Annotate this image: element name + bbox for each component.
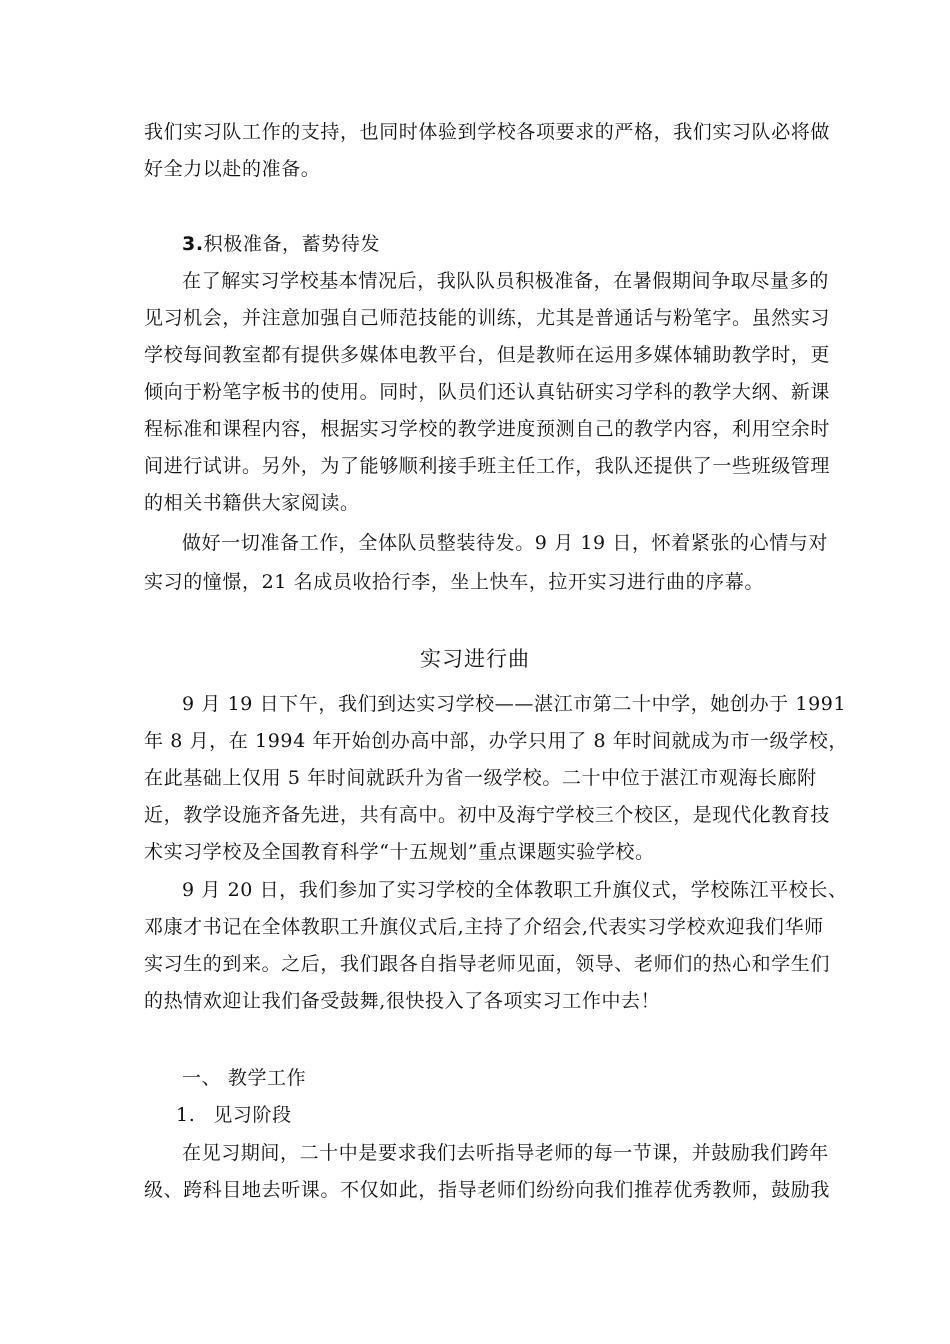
body-text-line: 实习的憧憬，21 名成员收拾行李，坐上快车，拉开实习进行曲的序幕。 (144, 571, 765, 593)
body-text-line: 在此基础上仅用 5 年时间就跃升为省一级学校。二十中位于湛江市观海长廊附 (144, 767, 817, 789)
chapter-title: 实习进行曲 (420, 647, 530, 671)
body-text-line: 9 月 20 日，我们参加了实习学校的全体教职工升旗仪式，学校陈江平校长、 (182, 879, 848, 901)
body-text-line: 学校每间教室都有提供多媒体电教平台，但是教师在运用多媒体辅助教学时，更 (144, 344, 831, 366)
body-text-line: 程标准和课程内容，根据实习学校的教学进度预测自己的教学内容，利用空余时 (144, 418, 831, 440)
body-text-line: 级、跨科目地去听课。不仅如此，指导老师们纷纷向我们推荐优秀教师，鼓励我 (144, 1179, 831, 1201)
body-text-line: 的热情欢迎让我们备受鼓舞,很快投入了各项实习工作中去！ (144, 990, 661, 1012)
body-text-line: 做好一切准备工作，全体队员整装待发。9 月 19 日，怀着紧张的心情与对 (182, 532, 828, 554)
section-title: 积极准备，蓄势待发 (203, 233, 381, 255)
section-heading (182, 232, 380, 256)
body-text-line: 在见习期间，二十中是要求我们去听指导老师的每一节课，并鼓励我们跨年 (182, 1142, 829, 1164)
body-text-line: 见习机会，并注意加强自己师范技能的训练，尤其是普通话与粉笔字。虽然实习 (144, 307, 831, 329)
subsection-number: 1. (176, 1104, 196, 1126)
section-number: 3. (182, 233, 204, 255)
body-text-line: 我们实习队工作的支持，也同时体验到学校各项要求的严格，我们实习队必将做 (144, 121, 831, 143)
subsection-title: 见习阶段 (213, 1104, 292, 1126)
body-text-line: 间进行试讲。另外，为了能够顺利接手班主任工作，我队还提供了一些班级管理 (144, 455, 831, 477)
body-text-line: 近，教学设施齐备先进，共有高中。初中及海宁学校三个校区，是现代化教育技 (144, 804, 831, 826)
body-text-line: 的相关书籍供大家阅读。 (144, 492, 360, 514)
body-text-line: 倾向于粉笔字板书的使用。同时，队员们还认真钻研实习学科的教学大纲、新课 (144, 381, 831, 403)
body-text-line: 邓康才书记在全体教职工升旗仪式后,主持了介绍会,代表实习学校欢迎我们华师 (144, 916, 824, 938)
body-text-line: 好全力以赴的准备。 (144, 158, 321, 180)
subsection-heading (176, 1103, 292, 1127)
body-text-line: 在了解实习学校基本情况后，我队队员积极准备，在暑假期间争取尽量多的 (182, 270, 829, 292)
section-heading: 一、 教学工作 (182, 1067, 307, 1089)
body-text-line: 实习生的到来。之后，我们跟各自指导老师见面，领导、老师们的热心和学生们 (144, 953, 831, 975)
body-text-line: 术实习学校及全国教育科学“十五规划”重点课题实验学校。 (144, 841, 655, 863)
body-text-line: 年 8 月，在 1994 年开始创办高中部，办学只用了 8 年时间就成为市一级学校， (144, 730, 848, 752)
body-text-line: 9 月 19 日下午，我们到达实习学校——湛江市第二十中学，她创办于 1991 (182, 693, 847, 715)
